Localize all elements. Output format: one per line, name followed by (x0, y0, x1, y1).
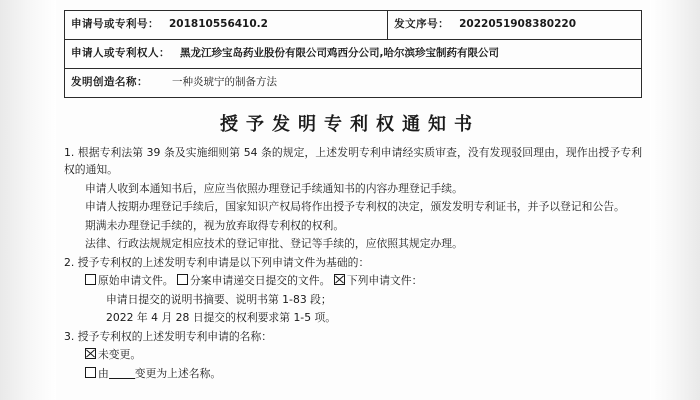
option-label-name-changed-suffix: 变更为上述名称。 (134, 366, 222, 380)
paragraph-item-1-sub-4: 法律、行政法规规定相应技术的登记审批、登记等手续的，应依照其规定办理。 (85, 237, 463, 251)
dispatch-number-value: 2022051908380220 (459, 17, 577, 30)
item-2-document-line-2: 2022 年 4 月 28 日提交的权利要求第 1-5 项。 (106, 311, 337, 325)
name-change-blank-field[interactable] (109, 367, 135, 379)
option-label-divisional-application-documents: 分案申请递交日提交的文件。 (190, 274, 331, 288)
table-row (65, 40, 642, 69)
checkbox-following-application-documents[interactable] (334, 274, 345, 285)
checkbox-original-application-documents[interactable] (85, 274, 96, 285)
applicant-cell (65, 40, 642, 69)
invention-title-label: 发明创造名称： (71, 75, 148, 88)
option-label-following-application-documents: 下列申请文件： (346, 274, 423, 288)
applicant-value: 黑龙江珍宝岛药业股份有限公司鸡西分公司,哈尔滨珍宝制药有限公司 (180, 46, 499, 59)
checkbox-name-unchanged[interactable] (85, 348, 96, 359)
paragraph-item-1: 1. 根据专利法第 39 条及实施细则第 54 条的规定，上述发明专利申请经实质审查，没有发现驳回理由，现作出授予专利权的通知。 (64, 146, 642, 177)
page-title: 授予发明专利权通知书 (220, 114, 480, 135)
application-number-cell (65, 11, 388, 40)
paragraph-item-3: 3. 授予专利权的上述发明专利申请的名称： (64, 329, 273, 343)
item-2-document-line-1: 申请日提交的说明书摘要、说明书第 1-83 段； (106, 292, 332, 306)
invention-title-cell (65, 69, 642, 98)
document-body (64, 144, 642, 382)
option-label-name-unchanged: 未变更。 (98, 348, 142, 362)
item-3-option-unchanged (64, 346, 642, 363)
option-label-name-changed-prefix: 由 (98, 366, 109, 380)
paragraph-item-1-sub-3: 期满未办理登记手续的，视为放弃取得专利权的权利。 (85, 218, 345, 232)
header-table (64, 10, 642, 98)
dispatch-number-label: 发文序号： (394, 17, 450, 30)
application-number-label: 申请号或专利号： (71, 17, 159, 30)
table-row (65, 69, 642, 98)
paragraph-item-2: 2. 授予专利权的上述发明专利申请是以下列申请文件为基础的： (64, 255, 370, 269)
checkbox-name-changed[interactable] (85, 367, 96, 378)
dispatch-number-cell (388, 11, 642, 40)
application-number-value: 201810556410.2 (169, 17, 268, 30)
paragraph-item-1-sub-1: 申请人收到本通知书后，应应当依照办理登记手续通知书的内容办理登记手续。 (85, 181, 463, 195)
table-row (65, 11, 642, 40)
paragraph-item-1-sub-2: 申请人按期办理登记手续后，国家知识产权局将作出授予专利权的决定，颁发发明专利证书，并予以登记和公告。 (85, 200, 625, 214)
checkbox-divisional-application-documents[interactable] (177, 274, 188, 285)
option-label-original-application-documents: 原始申请文件。 (98, 274, 174, 288)
applicant-label: 申请人或专利权人： (71, 46, 170, 59)
item-3-option-changed (64, 365, 642, 382)
invention-title-value: 一种炎琥宁的制备方法 (172, 75, 277, 88)
item-2-options-row (64, 272, 642, 289)
document-sheet (56, 0, 650, 400)
